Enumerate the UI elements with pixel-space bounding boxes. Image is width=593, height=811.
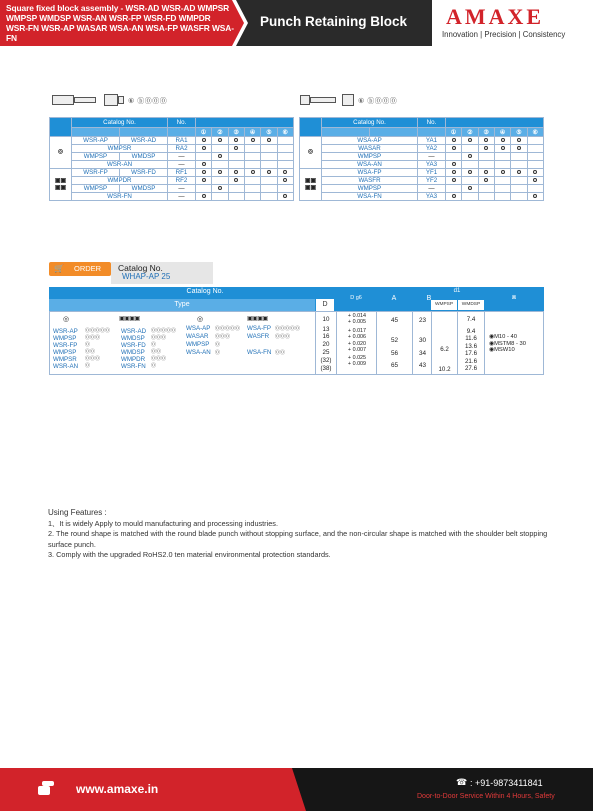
table-top-spacer xyxy=(446,118,544,128)
no-header: No. xyxy=(418,118,446,128)
no-cell: YF1 xyxy=(418,169,446,177)
catalog-cell: WMPSP xyxy=(322,153,418,161)
code-list xyxy=(186,325,211,357)
option-col: ③ xyxy=(228,128,244,137)
catalog-code: WSR-FD xyxy=(121,342,146,349)
shaped-type-icon: ▣▣ ▣▣ xyxy=(300,169,322,201)
no-cell: — xyxy=(418,153,446,161)
catalog-code: WSA-AP xyxy=(186,325,211,332)
round-type-icon: ◎ xyxy=(197,316,204,323)
table-row xyxy=(50,145,294,153)
punch-pin-icon xyxy=(118,96,124,104)
wmdsp-header: WMDSP xyxy=(458,300,484,310)
option-col: ① xyxy=(446,128,462,137)
catalog-cell: WASAR xyxy=(322,145,418,153)
code-list xyxy=(247,325,271,357)
b-value: 30 xyxy=(418,337,427,344)
no-header: No. xyxy=(168,118,196,128)
d-value: 20 xyxy=(322,341,330,348)
no-cell: — xyxy=(168,153,196,161)
dg6-header: D g6 xyxy=(350,295,362,301)
no-cell: RF1 xyxy=(168,169,196,177)
option-col: ④ xyxy=(494,128,510,137)
catalog-cell: WSR-AP xyxy=(72,137,120,145)
catalog-code: WMPSP xyxy=(53,349,77,356)
punch-pin-icon xyxy=(300,95,310,105)
table-row xyxy=(50,193,294,201)
catalog-code: WSA-FN xyxy=(247,349,272,356)
b-value: 23 xyxy=(418,317,427,324)
a-value: 52 xyxy=(390,337,399,344)
screw-item xyxy=(489,341,526,348)
catalog-code: WSR-AP xyxy=(53,328,78,335)
catalog-cell: WSA-AN xyxy=(322,161,418,169)
option-col: ④ xyxy=(244,128,260,137)
catalog-subheader xyxy=(370,128,418,137)
wmdsp-values xyxy=(458,316,484,373)
catalog-cell: WSR-FP xyxy=(72,169,120,177)
catalog-cell: WSA-FN xyxy=(322,193,418,201)
table-row xyxy=(50,177,294,185)
no-subheader xyxy=(418,128,446,137)
screw-item xyxy=(489,334,526,341)
no-cell: — xyxy=(168,193,196,201)
round-type-icon: ◎ xyxy=(63,316,70,323)
table-row xyxy=(300,161,544,169)
wmdsp-value: 11.6 xyxy=(465,335,477,342)
tol-upper: + 0.014 xyxy=(347,313,367,319)
punch-pin-icon xyxy=(74,97,96,103)
catalog-code: WMPSR xyxy=(53,356,77,363)
assembly-title: Square fixed block assembly - WSR-AD WSR-AD WMPSR WMPSP WMDSP WSR-AN WSR-FP WSR-FD WMPDR WSR-FN WSR-AP WASAR WSA-AN WSA-FP WASFR WSA-FN xyxy=(6,3,234,43)
wmpsp-header: WMPSP xyxy=(431,300,457,310)
screw-icon: ◉ xyxy=(489,334,495,340)
tol-lower: + 0.009 xyxy=(347,361,367,367)
no-subheader xyxy=(168,128,196,137)
logo-wordmark: AMAXE xyxy=(446,4,545,29)
table-row xyxy=(300,193,544,201)
tolerance-values xyxy=(337,313,377,368)
wmdsp-value: 17.6 xyxy=(464,350,478,357)
catalog-cell: WMDSP xyxy=(120,185,168,193)
screw-header-icon: ⧈ xyxy=(511,294,517,301)
table-row xyxy=(50,137,294,145)
catalog-cell: WASFR xyxy=(322,177,418,185)
order-catalog-label: Catalog No. xyxy=(118,263,163,273)
round-type-icon: ◎ xyxy=(300,137,322,169)
left-catalog-table xyxy=(49,117,294,201)
tol-lower: + 0.005 xyxy=(347,319,367,325)
d-value: (38) xyxy=(320,365,332,372)
tol-upper: + 0.025 xyxy=(347,355,367,361)
d-value: (32) xyxy=(320,357,332,364)
tol-lower: + 0.006 xyxy=(347,334,367,340)
table-row xyxy=(300,153,544,161)
punch-pin-icon xyxy=(104,94,118,106)
a-value: 45 xyxy=(390,317,399,324)
b-value: 34 xyxy=(418,350,427,357)
catalog-cell: WMPSP xyxy=(72,153,120,161)
option-symbols: ⓪⓪⓪⓪⓪ ⓪⓪⓪ ⓪ ⓪⓪ ⓪⓪⓪ ⓪ xyxy=(151,328,177,369)
catalog-cell: WSA-AP xyxy=(322,137,418,145)
table-row xyxy=(50,185,294,193)
catalog-header: Catalog No. xyxy=(186,288,224,295)
wmdsp-value: 21.6 xyxy=(464,358,478,365)
order-tag xyxy=(49,262,111,276)
d-value: 10 xyxy=(322,316,330,323)
no-cell: RA2 xyxy=(168,145,196,153)
cart-icon: 🛒 xyxy=(54,264,64,273)
page-header xyxy=(0,0,593,50)
catalog-code: WMPDR xyxy=(121,356,146,363)
b-header: B xyxy=(426,295,432,302)
screw-size: MSTM8 - 30 xyxy=(494,340,526,347)
option-symbols: ⓪⓪⓪⓪⓪ ⓪⓪⓪ ⓪ ⓪ xyxy=(215,326,241,356)
feature-item: 1、It is widely Apply to mould manufacturing and processing industries. xyxy=(48,519,278,529)
option-symbols: ⑥ ⓑ⓪⓪⓪ xyxy=(128,98,168,105)
table-row xyxy=(300,185,544,193)
code-list xyxy=(121,328,146,370)
screw-size: MSW10 xyxy=(494,347,515,354)
logo-tagline: Innovation | Precision | Consistency xyxy=(442,30,566,39)
wmdsp-value: 13.6 xyxy=(464,343,478,350)
order-example-code: WHAP-AP 25 xyxy=(122,272,171,281)
catalog-code: WASAR xyxy=(186,333,209,340)
page-title: Punch Retaining Block xyxy=(260,14,408,29)
wmdsp-value: 9.4 xyxy=(466,328,476,335)
website-link[interactable]: www.amaxe.in xyxy=(76,782,159,796)
option-col: ② xyxy=(462,128,478,137)
d-header: D xyxy=(316,299,334,311)
catalog-code: WMDSP xyxy=(121,335,145,342)
no-cell: RA1 xyxy=(168,137,196,145)
d1-header: d1 xyxy=(453,288,461,294)
catalog-cell: WMPDR xyxy=(72,177,168,185)
catalog-subheader xyxy=(72,128,120,137)
d-value: 16 xyxy=(322,333,330,340)
catalog-cell: WSR-FN xyxy=(72,193,168,201)
screw-size: M10 - 40 xyxy=(494,334,517,340)
option-col: ① xyxy=(196,128,212,137)
table-row xyxy=(300,177,544,185)
features-section xyxy=(48,508,548,560)
catalog-cell: WMPSP xyxy=(72,185,120,193)
catalog-cell: WSR-FD xyxy=(120,169,168,177)
shaped-type-icon: ▣▣▣▣ xyxy=(247,316,268,322)
a-value: 65 xyxy=(390,362,399,369)
wmpsp-value: 10.2 xyxy=(438,366,451,373)
tol-upper: + 0.020 xyxy=(347,341,367,347)
no-cell: YA3 xyxy=(418,193,446,201)
b-value: 43 xyxy=(418,362,427,369)
no-cell: RF2 xyxy=(168,177,196,185)
col-divider xyxy=(484,311,485,375)
wmdsp-value: 27.6 xyxy=(464,365,478,372)
no-cell: YA3 xyxy=(418,161,446,169)
service-note: Door-to-Door Service Within 4 Hours, Safety xyxy=(417,793,555,800)
option-col: ③ xyxy=(478,128,494,137)
catalog-code: WSR-AN xyxy=(53,363,79,370)
option-col: ⑥ xyxy=(277,128,293,137)
punch-pin-icon xyxy=(52,95,74,105)
shaped-type-icon: ▣▣ ▣▣ xyxy=(50,169,72,201)
option-col: ② xyxy=(212,128,228,137)
d-values xyxy=(316,314,336,373)
phone-number[interactable]: : +91-9873411841 xyxy=(470,778,543,788)
round-type-icon: ◎ xyxy=(50,137,72,169)
b-values xyxy=(413,317,432,374)
table-row xyxy=(50,169,294,177)
option-col: ⑤ xyxy=(511,128,527,137)
shaped-type-icon: ▣▣▣▣ xyxy=(119,316,140,322)
punch-pin-icon xyxy=(342,94,354,106)
brand-logo xyxy=(432,0,593,46)
catalog-code: WSR-FP xyxy=(53,342,78,349)
catalog-code: WSR-FN xyxy=(121,363,146,370)
tol-upper: + 0.017 xyxy=(347,328,367,334)
d-value: 13 xyxy=(322,326,330,333)
hand-pointer-icon xyxy=(36,779,56,797)
catalog-code: WSA-FP xyxy=(247,325,272,332)
catalog-cell: WSA-FP xyxy=(322,169,418,177)
table-row xyxy=(50,161,294,169)
table-row xyxy=(300,145,544,153)
table-row xyxy=(50,153,294,161)
table-corner xyxy=(50,118,72,137)
tol-lower: + 0.007 xyxy=(347,347,367,353)
catalog-header: Catalog No. xyxy=(322,118,418,128)
catalog-code xyxy=(247,341,271,349)
no-cell: YA1 xyxy=(418,137,446,145)
catalog-code: WSR-AD xyxy=(121,328,147,335)
table-corner xyxy=(300,118,322,137)
no-cell: — xyxy=(168,161,196,169)
d-value: 25 xyxy=(322,349,330,356)
table-row xyxy=(300,137,544,145)
page-footer xyxy=(0,768,593,811)
catalog-cell: WMPSP xyxy=(322,185,418,193)
no-cell: — xyxy=(418,185,446,193)
catalog-code: WSA-AN xyxy=(186,349,211,356)
catalog-cell: WMPSR xyxy=(72,145,168,153)
catalog-code: WMPSP xyxy=(53,335,77,342)
catalog-header: Catalog No. xyxy=(72,118,168,128)
features-title: Using Features : xyxy=(48,508,107,517)
catalog-subheader xyxy=(120,128,168,137)
catalog-cell: WSR-AD xyxy=(120,137,168,145)
option-symbols: ⑥ ⓑ⓪⓪⓪ xyxy=(358,98,398,105)
feature-item: 2. The round shape is matched with the round blade punch without stopping surface, and the non-circular shape is matched with the shoulder belt stopping surface punch. xyxy=(48,529,548,549)
a-value: 56 xyxy=(390,350,399,357)
wmpsp-value: 6.2 xyxy=(440,346,449,353)
catalog-cell: WSR-AN xyxy=(72,161,168,169)
a-header: A xyxy=(391,295,397,302)
feature-item: 3. Comply with the upgraded RoHS2.0 ten material environmental protection standards. xyxy=(48,549,331,559)
washer-icon: ◉ xyxy=(489,347,495,354)
catalog-code: WMPSP xyxy=(186,341,210,348)
option-symbols: ⓪⓪⓪⓪⓪ ⓪⓪⓪ ⓪⓪ xyxy=(275,326,301,356)
catalog-subheader xyxy=(322,128,370,137)
type-header: Type xyxy=(49,299,315,311)
screw-icon: ◉ xyxy=(489,340,495,347)
catalog-code: WMDSP xyxy=(121,349,145,356)
no-cell: YF2 xyxy=(418,177,446,185)
option-col: ⑥ xyxy=(527,128,543,137)
option-symbols: ⓪⓪⓪⓪⓪ ⓪⓪⓪ ⓪ ⓪⓪ ⓪⓪⓪ ⓪ xyxy=(85,328,111,369)
wmdsp-value: 7.4 xyxy=(466,316,476,323)
order-label: ORDER xyxy=(74,264,102,273)
screw-item xyxy=(489,347,526,354)
no-cell: — xyxy=(168,185,196,193)
no-cell: YA2 xyxy=(418,145,446,153)
spec-table xyxy=(49,287,544,375)
catalog-code: WASFR xyxy=(247,333,270,340)
option-col: ⑤ xyxy=(261,128,277,137)
right-catalog-table xyxy=(299,117,544,201)
a-values xyxy=(377,317,412,374)
punch-pin-icon xyxy=(310,97,336,103)
table-row xyxy=(300,169,544,177)
screw-list xyxy=(489,334,526,354)
code-list xyxy=(53,328,78,370)
phone-icon: ☎ xyxy=(456,777,468,787)
catalog-cell: WMDSP xyxy=(120,153,168,161)
table-top-spacer xyxy=(196,118,294,128)
